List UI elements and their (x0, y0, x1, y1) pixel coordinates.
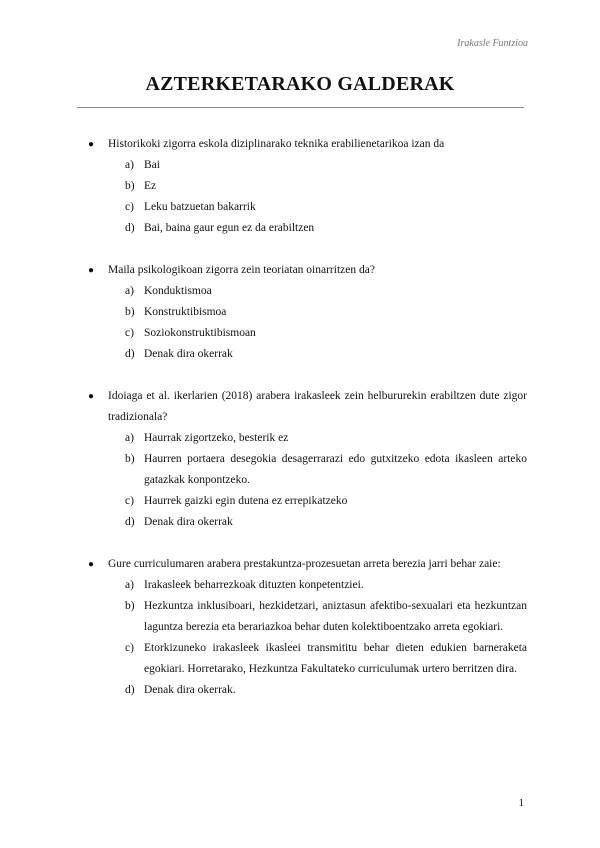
question-2 (88, 260, 527, 365)
option-letter: d) (125, 222, 135, 234)
answer-option (125, 218, 527, 239)
question-3 (88, 386, 527, 533)
option-letter: d) (125, 516, 135, 528)
option-text: Etorkizuneko irakasleek ikasleei transmititu behar dieten edukien barneraketa egokiari. Horretarako, Hezkuntza Fakultateko curriculumak urtero berritzen dira. (144, 642, 527, 675)
option-letter: b) (125, 453, 135, 465)
bullet-icon: ● (88, 559, 95, 570)
option-text: Soziokonstruktibismoan (144, 327, 256, 339)
answer-option (125, 197, 527, 218)
title-divider (77, 107, 524, 108)
answer-option (125, 638, 527, 680)
answer-option (125, 155, 527, 176)
answer-options (88, 428, 527, 533)
answer-option (125, 491, 527, 512)
option-text: Ez (144, 180, 157, 192)
option-letter: c) (125, 201, 134, 213)
answer-option (125, 302, 527, 323)
option-letter: c) (125, 327, 134, 339)
option-text: Bai, baina gaur egun ez da erabiltzen (144, 222, 315, 234)
option-letter: a) (125, 159, 134, 171)
option-text: Leku batzuetan bakarrik (144, 201, 256, 213)
option-letter: a) (125, 579, 134, 591)
option-text: Denak dira okerrak (144, 516, 233, 528)
option-text: Haurrak zigortzeko, besterik ez (144, 432, 289, 444)
answer-options (88, 155, 527, 239)
bullet-icon: ● (88, 139, 95, 150)
answer-option (125, 449, 527, 491)
option-text: Haurrek gaizki egin dutena ez errepikatzeko (144, 495, 348, 507)
answer-option (125, 512, 527, 533)
option-letter: a) (125, 432, 134, 444)
question-4 (88, 554, 527, 701)
answer-option (125, 323, 527, 344)
question-text: Gure curriculumaren arabera prestakuntza-prozesuetan arreta berezia jarri behar zaie: (108, 558, 501, 570)
answer-option (125, 428, 527, 449)
option-letter: b) (125, 306, 135, 318)
option-text: Konduktismoa (144, 285, 212, 297)
option-text: Denak dira okerrak. (144, 684, 236, 696)
question-text: Maila psikologikoan zigorra zein teoriatan oinarritzen da? (108, 264, 375, 276)
option-text: Haurren portaera desegokia desagerrarazi edo gutxitzeko edota ikasleen arteko gatazkak konpontzeko. (144, 453, 527, 486)
answer-option (125, 596, 527, 638)
question-1 (88, 134, 527, 239)
option-letter: d) (125, 348, 135, 360)
running-header: Irakasle Funtzioa (457, 38, 528, 49)
option-letter: b) (125, 600, 135, 612)
option-text: Irakasleek beharrezkoak dituzten konpetentziei. (144, 579, 364, 591)
option-text: Bai (144, 159, 160, 171)
question-text: Idoiaga et al. ikerlarien (2018) arabera irakasleek zein helbururekin erabiltzen dute zigor tradizionala? (108, 390, 527, 423)
option-text: Hezkuntza inklusiboari, hezkidetzari, aniztasun afektibo-sexualari eta hezkuntzan laguntza berezia eta berariazkoa behar duten kolektiboentzako arreta egokiari. (144, 600, 527, 633)
page-title: AZTERKETARAKO GALDERAK (145, 73, 455, 95)
option-text: Denak dira okerrak (144, 348, 233, 360)
answer-option (125, 281, 527, 302)
question-list (88, 134, 527, 701)
option-letter: c) (125, 495, 134, 507)
option-letter: d) (125, 684, 135, 696)
option-letter: a) (125, 285, 134, 297)
answer-option (125, 680, 527, 701)
option-letter: c) (125, 642, 134, 654)
option-letter: b) (125, 180, 135, 192)
bullet-icon: ● (88, 391, 95, 402)
answer-options (88, 575, 527, 701)
bullet-icon: ● (88, 265, 95, 276)
answer-options (88, 281, 527, 365)
option-text: Konstruktibismoa (144, 306, 227, 318)
answer-option (125, 575, 527, 596)
answer-option (125, 344, 527, 365)
page-number: 1 (518, 797, 524, 809)
answer-option (125, 176, 527, 197)
question-text: Historikoki zigorra eskola diziplinarako teknika erabilienetarikoa izan da (108, 138, 445, 150)
